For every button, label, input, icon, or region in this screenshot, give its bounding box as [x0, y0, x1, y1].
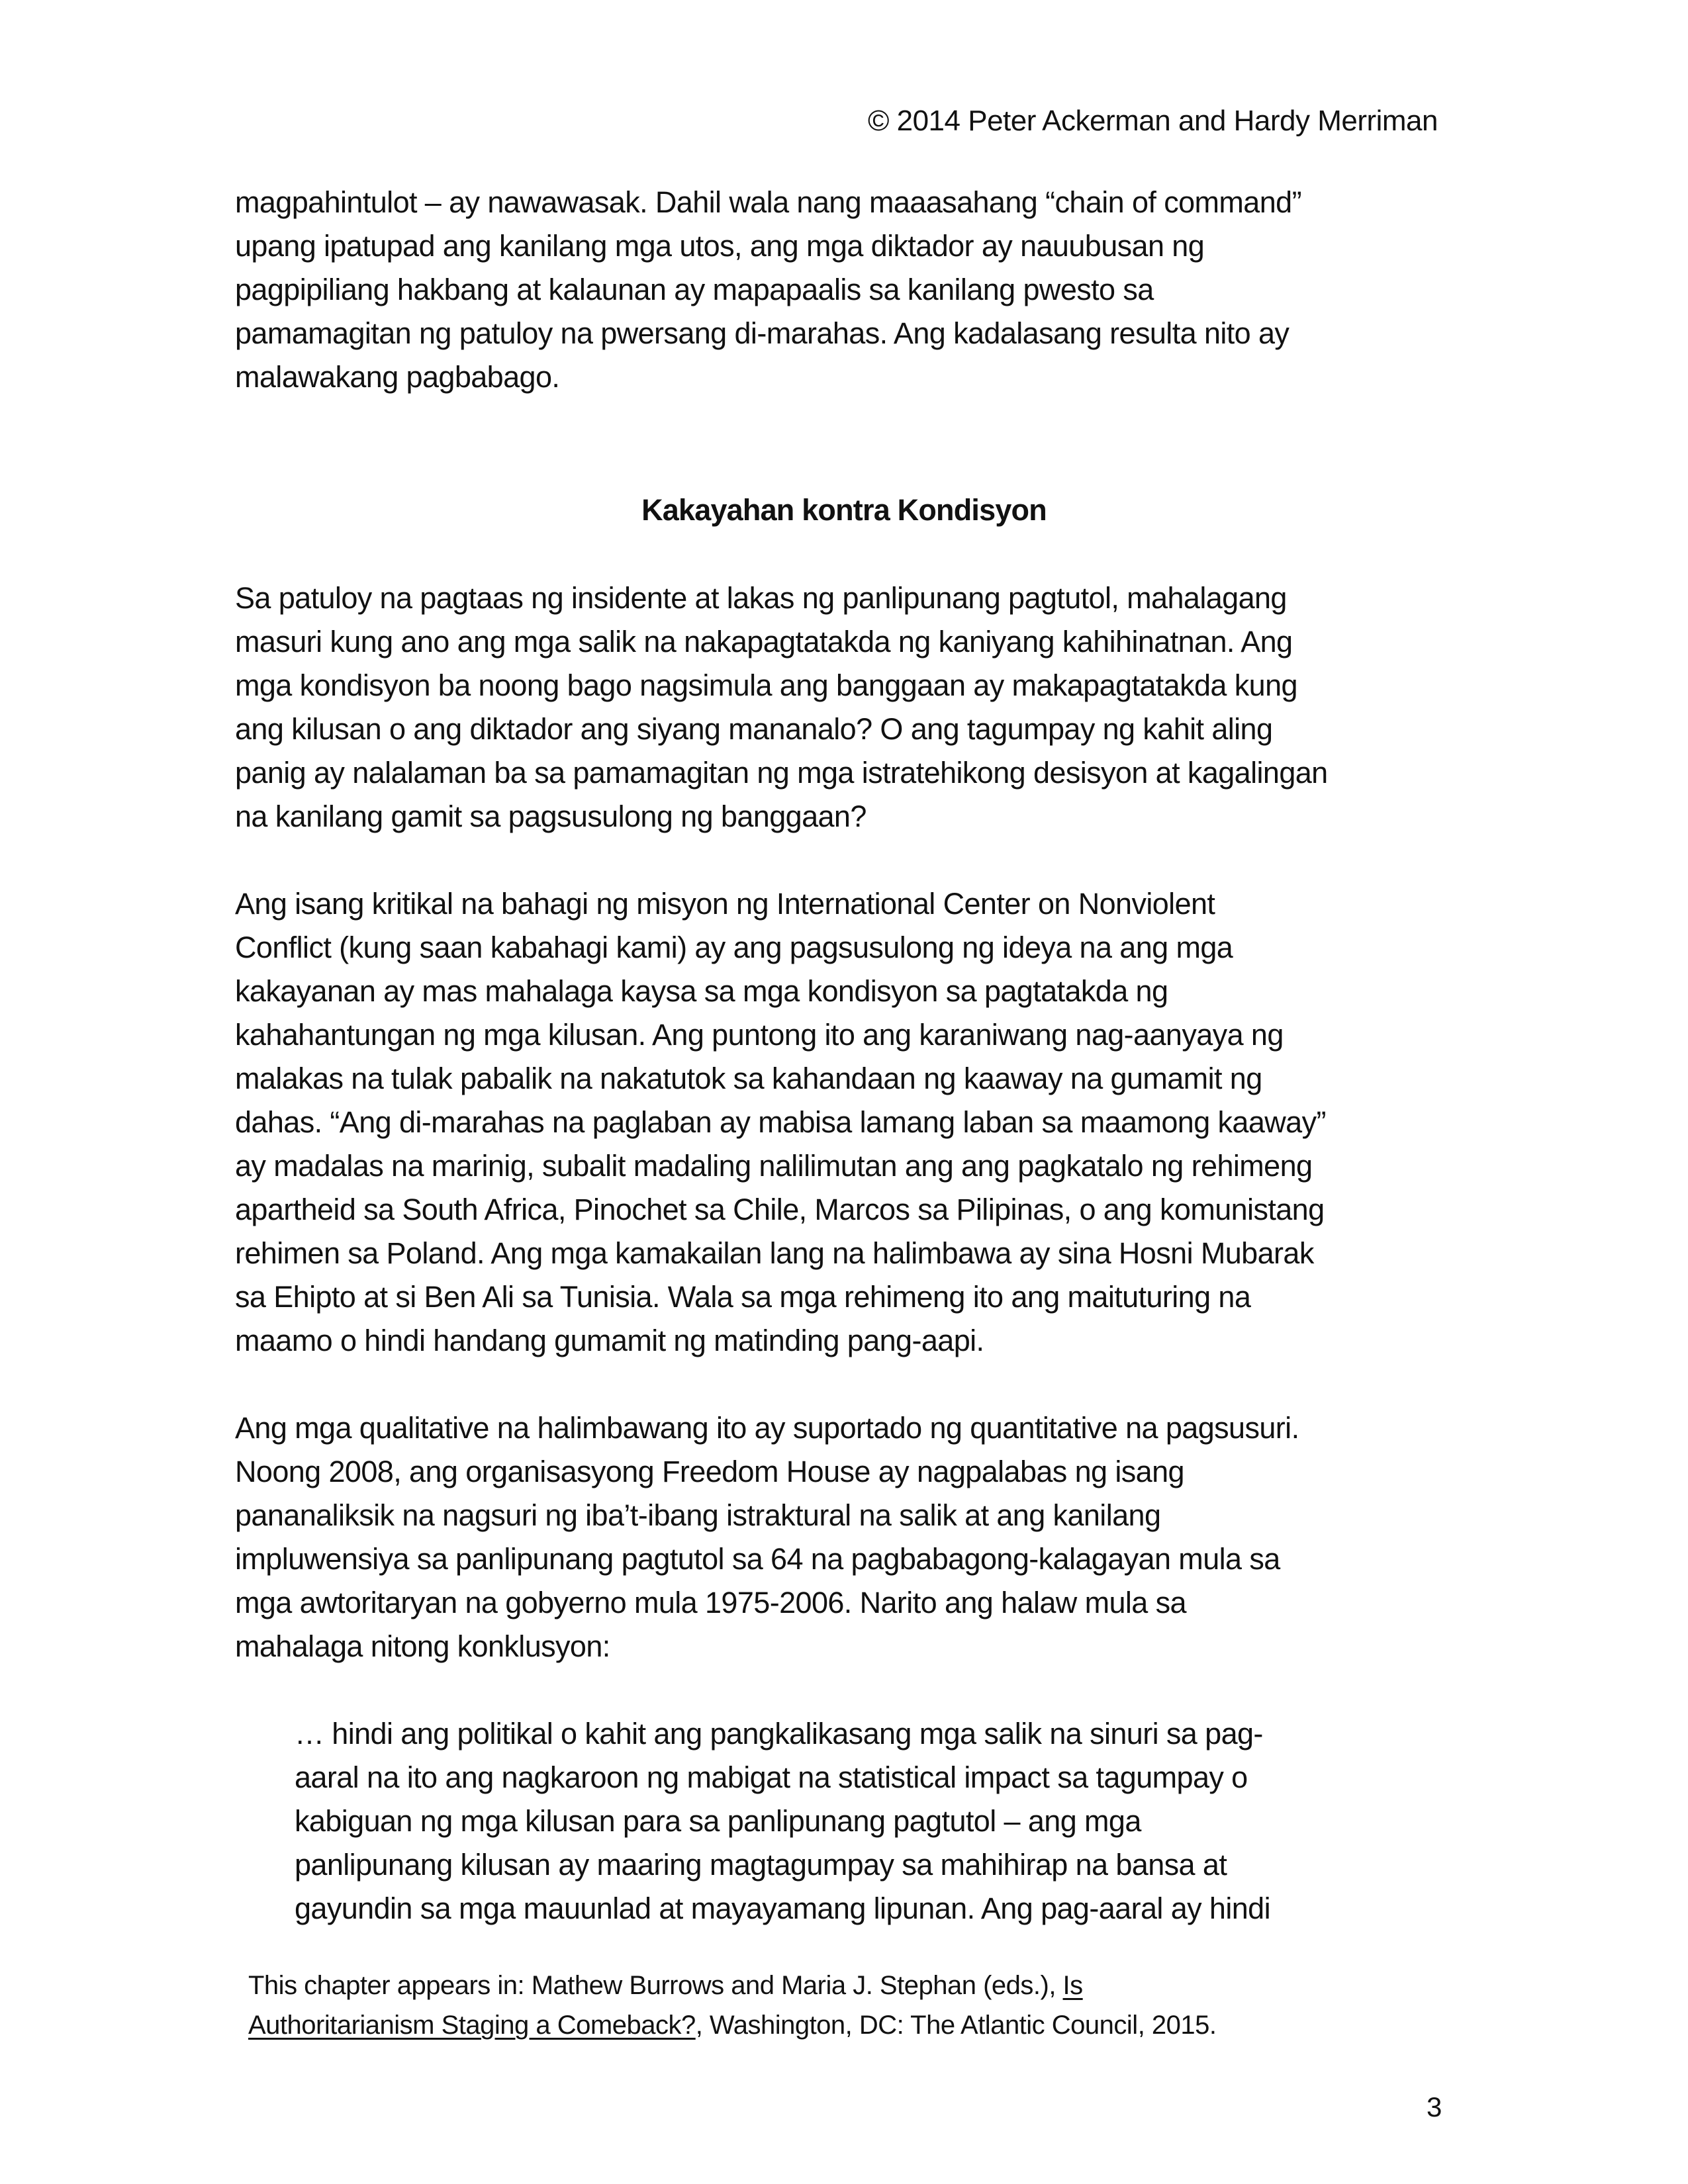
paragraph-line: malawakang pagbabago.: [235, 360, 560, 394]
paragraph-line: na kanilang gamit sa pagsusulong ng banggaan?: [235, 799, 867, 833]
copyright-header: © 2014 Peter Ackerman and Hardy Merriman: [867, 105, 1438, 137]
paragraph-line: apartheid sa South Africa, Pinochet sa Chile, Marcos sa Pilipinas, o ang komunistang: [235, 1193, 1325, 1226]
quote-line: kabiguan ng mga kilusan para sa panlipunang pagtutol – ang mga: [295, 1804, 1141, 1838]
footnote-line: [248, 1971, 1083, 2001]
paragraph-line: kakayanan ay mas mahalaga kaysa sa mga kondisyon sa pagtatakda ng: [235, 974, 1168, 1008]
paragraph-line: ay madalas na marinig, subalit madaling nalilimutan ang ang pagkatalo ng rehimeng: [235, 1149, 1313, 1183]
paragraph-line: sa Ehipto at si Ben Ali sa Tunisia. Wala sa mga rehimeng ito ang maituturing na: [235, 1280, 1251, 1314]
quote-line: … hindi ang politikal o kahit ang pangkalikasang mga salik na sinuri sa pag-: [295, 1717, 1263, 1751]
book-title-link[interactable]: Is: [1062, 1971, 1083, 2000]
paragraph-line: Sa patuloy na pagtaas ng insidente at lakas ng panlipunang pagtutol, mahalagang: [235, 581, 1287, 615]
paragraph-line: magpahintulot – ay nawawasak. Dahil wala nang maaasahang “chain of command”: [235, 185, 1301, 219]
quote-line: panlipunang kilusan ay maaring magtagumpay sa mahihirap na bansa at: [295, 1848, 1227, 1882]
paragraph-line: malakas na tulak pabalik na nakatutok sa kahandaan ng kaaway na gumamit ng: [235, 1062, 1262, 1095]
paragraph-line: dahas. “Ang di-marahas na paglaban ay mabisa lamang laban sa maamong kaaway”: [235, 1105, 1326, 1139]
paragraph-line: rehimen sa Poland. Ang mga kamakailan lang na halimbawa ay sina Hosni Mubarak: [235, 1236, 1314, 1270]
paragraph-line: impluwensiya sa panlipunang pagtutol sa 64 na pagbabagong-kalagayan mula sa: [235, 1542, 1280, 1576]
paragraph-line: pagpipiliang hakbang at kalaunan ay mapapaalis sa kanilang pwesto sa: [235, 273, 1154, 306]
quote-line: gayundin sa mga mauunlad at mayayamang lipunan. Ang pag-aaral ay hindi: [295, 1891, 1271, 1925]
section-heading: Kakayahan kontra Kondisyon: [641, 493, 1047, 527]
paragraph-line: mahalaga nitong konklusyon:: [235, 1629, 610, 1663]
paragraph-line: Ang mga qualitative na halimbawang ito ay suportado ng quantitative na pagsusuri.: [235, 1411, 1299, 1445]
paragraph-line: Noong 2008, ang organisasyong Freedom House ay nagpalabas ng isang: [235, 1455, 1184, 1488]
paragraph-line: mga kondisyon ba noong bago nagsimula ang banggaan ay makapagtatakda kung: [235, 668, 1297, 702]
paragraph-line: pananaliksik na nagsuri ng iba’t-ibang istraktural na salik at ang kanilang: [235, 1498, 1161, 1532]
paragraph-line: Conflict (kung saan kabahagi kami) ay ang pagsusulong ng ideya na ang mga: [235, 931, 1233, 964]
paragraph-line: pamamagitan ng patuloy na pwersang di-marahas. Ang kadalasang resulta nito ay: [235, 316, 1289, 350]
paragraph-line: kahahantungan ng mga kilusan. Ang puntong ito ang karaniwang nag-aanyaya ng: [235, 1018, 1284, 1052]
footnote-publisher-text: , Washington, DC: The Atlantic Council, 2015.: [695, 2011, 1217, 2040]
paragraph-line: mga awtoritaryan na gobyerno mula 1975-2006. Narito ang halaw mula sa: [235, 1586, 1186, 1619]
page-number: 3: [1427, 2091, 1442, 2122]
paragraph-line: masuri kung ano ang mga salik na nakapagtatakda ng kaniyang kahihinatnan. Ang: [235, 625, 1293, 659]
quote-line: aaral na ito ang nagkaroon ng mabigat na statistical impact sa tagumpay o: [295, 1760, 1248, 1794]
paragraph-line: Ang isang kritikal na bahagi ng misyon ng International Center on Nonviolent: [235, 887, 1215, 921]
footnote-citation-text: This chapter appears in: Mathew Burrows and Maria J. Stephan (eds.),: [248, 1971, 1063, 2000]
footnote-line: [248, 2011, 1217, 2040]
paragraph-line: panig ay nalalaman ba sa pamamagitan ng mga istratehikong desisyon at kagalingan: [235, 756, 1328, 790]
paragraph-line: ang kilusan o ang diktador ang siyang mananalo? O ang tagumpay ng kahit aling: [235, 712, 1273, 746]
paragraph-line: maamo o hindi handang gumamit ng matinding pang-aapi.: [235, 1324, 984, 1357]
book-title-link[interactable]: Authoritarianism Staging a Comeback?: [248, 2011, 696, 2040]
paragraph-line: upang ipatupad ang kanilang mga utos, ang mga diktador ay nauubusan ng: [235, 229, 1205, 263]
